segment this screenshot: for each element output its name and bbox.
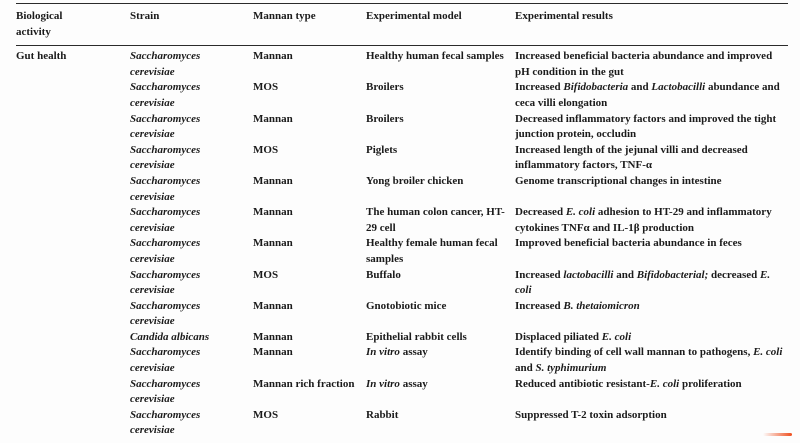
cell-biological-activity [16,268,130,299]
cell-experimental-model: Broilers [366,81,404,94]
cell-strain: Saccharomyces cerevisiae [130,50,201,78]
table-row [16,377,788,408]
cell-biological-activity [16,299,130,330]
cell-mannan-type: Mannan [253,299,293,312]
cell-experimental-results: Displaced piliated E. coli [515,330,632,343]
cell-mannan-type: MOS [253,143,279,156]
table-row [16,46,788,81]
cell-mannan-type: Mannan [253,330,293,343]
cell-experimental-results: Increased beneficial bacteria abundance and improved pH condition in the gut [515,50,773,78]
cell-experimental-results: Reduced antibiotic resistant-E. coli proliferation [515,377,742,390]
column-header-biological-activity: Biological activity [16,4,130,46]
cell-experimental-model: Yong broiler chicken [366,174,464,187]
cell-experimental-model: Buffalo [366,268,401,281]
results-table [16,3,788,439]
cell-strain: Saccharomyces cerevisiae [130,299,201,328]
cell-experimental-results: Increased Bifidobacteria and Lactobacilli abundance and ceca villi elongation [515,81,780,109]
cell-experimental-results: Suppressed T-2 toxin adsorption [515,408,667,421]
column-header-experimental-results: Experimental results [515,4,788,46]
table-row [16,80,788,111]
cell-experimental-results: Increased length of the jejunal villi and decreased inflammatory factors, TNF-α [515,143,748,172]
cell-strain: Saccharomyces cerevisiae [130,174,201,203]
cell-strain: Candida albicans [130,330,210,343]
cell-mannan-type: Mannan [253,174,293,187]
cell-experimental-results: Identify binding of cell wall mannan to pathogens, E. coli and S. typhimurium [515,346,783,375]
cell-mannan-type: Mannan [253,346,293,359]
cell-strain: Saccharomyces cerevisiae [130,206,201,234]
red-edge-artifact [763,433,792,436]
cell-experimental-model: Gnotobiotic mice [366,299,447,312]
cell-experimental-model: The human colon cancer, HT-29 cell [366,206,505,234]
cell-experimental-results: Increased B. thetaiomicron [515,299,640,312]
cell-experimental-model: Healthy female human fecal samples [366,237,498,265]
column-header-mannan-type: Mannan type [253,4,366,46]
cell-strain: Saccharomyces cerevisiae [130,408,201,437]
cell-strain: Saccharomyces cerevisiae [130,112,201,141]
cell-biological-activity [16,377,130,408]
table-row [16,112,788,143]
cell-biological-activity [16,174,130,205]
cell-experimental-model: Healthy human fecal samples [366,50,504,63]
cell-biological-activity [16,205,130,236]
cell-biological-activity [16,236,130,267]
cell-experimental-model: Epithelial rabbit cells [366,330,467,343]
cell-biological-activity [16,330,130,346]
cell-strain: Saccharomyces cerevisiae [130,237,201,265]
cell-biological-activity [16,408,130,439]
cell-experimental-model: In vitro assay [366,377,428,390]
header-row [16,4,788,46]
cell-mannan-type: Mannan [253,112,293,125]
cell-mannan-type: Mannan [253,206,293,219]
table-row [16,174,788,205]
table-row [16,299,788,330]
cell-mannan-type: Mannan rich fraction [253,377,355,390]
cell-strain: Saccharomyces cerevisiae [130,268,201,297]
cell-mannan-type: Mannan [253,237,293,250]
cell-biological-activity [16,112,130,143]
table-row [16,143,788,174]
cell-mannan-type: MOS [253,408,279,421]
cell-experimental-results: Genome transcriptional changes in intestine [515,174,722,187]
cell-experimental-results: Decreased inflammatory factors and improved the tight junction protein, occludin [515,112,777,141]
cell-biological-activity: Gut health [16,50,67,63]
table-row [16,345,788,376]
cell-mannan-type: MOS [253,268,279,281]
column-header-experimental-model: Experimental model [366,4,515,46]
cell-biological-activity [16,143,130,174]
table-row [16,268,788,299]
table-row [16,205,788,236]
cell-strain: Saccharomyces cerevisiae [130,346,201,375]
cell-biological-activity [16,80,130,111]
cell-experimental-model: Broilers [366,112,404,125]
cell-experimental-model: Piglets [366,143,398,156]
cell-experimental-model: Rabbit [366,408,399,421]
table-row [16,408,788,439]
cell-experimental-model: In vitro assay [366,346,428,359]
cell-strain: Saccharomyces cerevisiae [130,377,201,406]
cell-mannan-type: MOS [253,81,279,94]
results-table-body [16,46,788,439]
table-row [16,236,788,267]
cell-strain: Saccharomyces cerevisiae [130,143,201,172]
table-row [16,330,788,346]
cell-experimental-results: Improved beneficial bacteria abundance in feces [515,237,742,250]
results-table-head [16,4,788,46]
cell-experimental-results: Decreased E. coli adhesion to HT-29 and inflammatory cytokines TNFα and IL-1β production [515,206,772,234]
cell-strain: Saccharomyces cerevisiae [130,81,201,109]
column-header-strain: Strain [130,4,253,46]
cell-experimental-results: Increased lactobacilli and Bifidobacterial; decreased E. coli [515,268,771,297]
cell-mannan-type: Mannan [253,50,293,63]
cell-biological-activity [16,345,130,376]
